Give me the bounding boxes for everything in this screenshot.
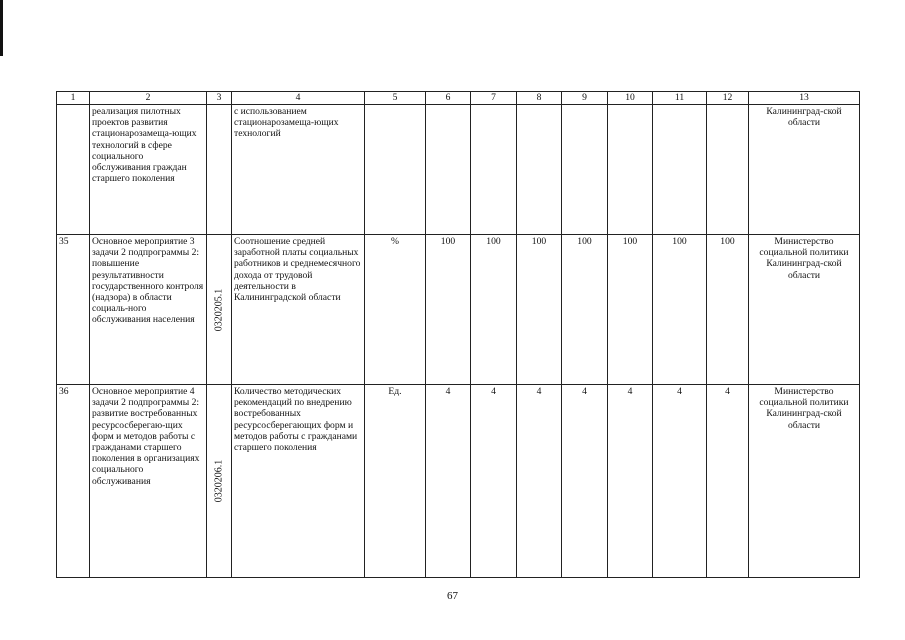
budget-code: 0320205.1 bbox=[207, 235, 232, 385]
indicator-name: Количество методических рекомендаций по внедрению востребованных ресурсосберегающих форм и методов работы с гражданами старшего поколения bbox=[232, 385, 365, 578]
event-name: Основное мероприятие 3 задачи 2 подпрограммы 2: повышение результативности государственного контроля (надзора) в области социаль-ного обслуживания населения bbox=[90, 235, 207, 385]
value-cell: 4 bbox=[562, 385, 608, 578]
value-cell: 100 bbox=[517, 235, 562, 385]
indicator-name: Соотношение средней заработной платы социальных работников и среднемесячного дохода от трудовой деятельности в Калининградской области bbox=[232, 235, 365, 385]
header-cell: 1 bbox=[57, 92, 90, 105]
table-row bbox=[57, 385, 860, 578]
header-cell: 8 bbox=[517, 92, 562, 105]
value-cell: 4 bbox=[517, 385, 562, 578]
header-cell: 7 bbox=[471, 92, 517, 105]
row-number: 35 bbox=[57, 235, 90, 385]
header-cell: 9 bbox=[562, 92, 608, 105]
header-cell: 6 bbox=[426, 92, 471, 105]
value-cell: 100 bbox=[608, 235, 653, 385]
header-row bbox=[57, 92, 860, 105]
value-cell: 100 bbox=[562, 235, 608, 385]
header-cell: 4 bbox=[232, 92, 365, 105]
value-cell bbox=[653, 105, 707, 235]
page-number: 67 bbox=[447, 590, 458, 602]
header-cell: 2 bbox=[90, 92, 207, 105]
row-number: 36 bbox=[57, 385, 90, 578]
header-cell: 11 bbox=[653, 92, 707, 105]
value-cell bbox=[517, 105, 562, 235]
value-cell: 4 bbox=[608, 385, 653, 578]
value-cell bbox=[562, 105, 608, 235]
unit: % bbox=[365, 235, 426, 385]
unit bbox=[365, 105, 426, 235]
responsible-party: Министерство социальной политики Калининград-ской области bbox=[749, 235, 860, 385]
responsible-party: Министерство социальной политики Калининград-ской области bbox=[749, 385, 860, 578]
row-number bbox=[57, 105, 90, 235]
value-cell bbox=[608, 105, 653, 235]
value-cell: 100 bbox=[471, 235, 517, 385]
budget-code: 0320206.1 bbox=[207, 385, 232, 578]
value-cell: 100 bbox=[653, 235, 707, 385]
header-cell: 3 bbox=[207, 92, 232, 105]
value-cell: 4 bbox=[426, 385, 471, 578]
value-cell bbox=[426, 105, 471, 235]
table-row bbox=[57, 235, 860, 385]
value-cell: 4 bbox=[653, 385, 707, 578]
value-cell: 4 bbox=[707, 385, 749, 578]
header-cell: 5 bbox=[365, 92, 426, 105]
budget-code bbox=[207, 105, 232, 235]
scan-edge-mark bbox=[0, 0, 3, 56]
value-cell bbox=[707, 105, 749, 235]
value-cell bbox=[471, 105, 517, 235]
table-row bbox=[57, 105, 860, 235]
indicator-name: с использованием стационарозамеща-ющих технологий bbox=[232, 105, 365, 235]
event-name: Основное мероприятие 4 задачи 2 подпрограммы 2: развитие востребованных ресурсосберегаю-щих форм и методов работы с гражданами старшего поколения в организациях социального обслуживания bbox=[90, 385, 207, 578]
header-cell: 12 bbox=[707, 92, 749, 105]
event-name: реализация пилотных проектов развития стационарозамеща-ющих технологий в сфере социального обслуживания граждан старшего поколения bbox=[90, 105, 207, 235]
unit: Ед. bbox=[365, 385, 426, 578]
header-cell: 13 bbox=[749, 92, 860, 105]
header-cell: 10 bbox=[608, 92, 653, 105]
value-cell: 100 bbox=[707, 235, 749, 385]
value-cell: 100 bbox=[426, 235, 471, 385]
responsible-party: Калининград-ской области bbox=[749, 105, 860, 235]
indicators-table bbox=[56, 91, 860, 578]
value-cell: 4 bbox=[471, 385, 517, 578]
